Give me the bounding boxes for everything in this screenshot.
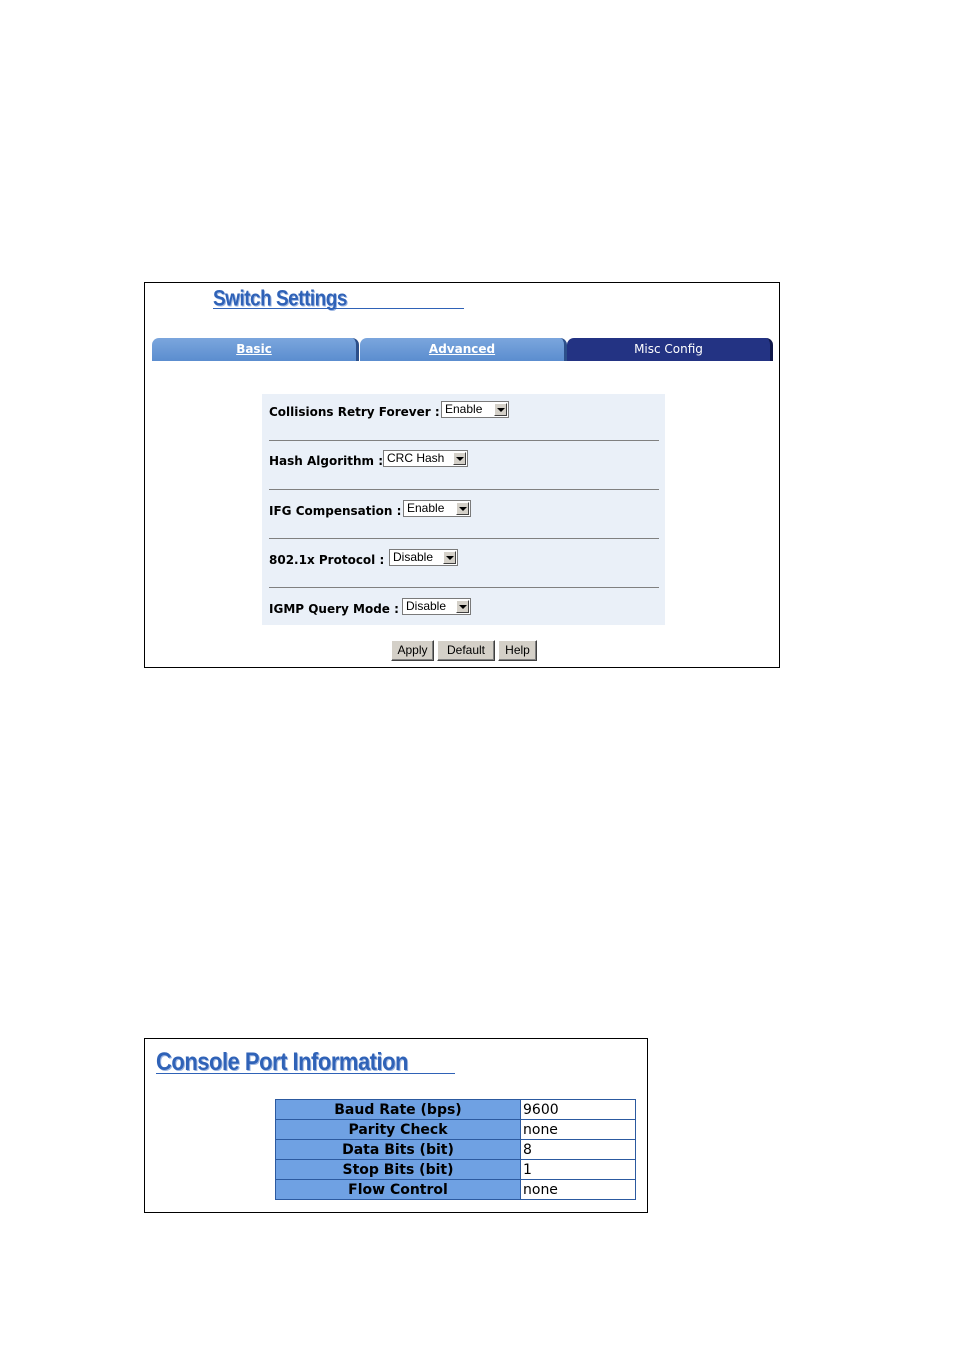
chevron-down-icon[interactable]: [443, 551, 456, 564]
switch-settings-panel: [144, 282, 780, 668]
flow-control-value: none: [521, 1180, 636, 1200]
default-button[interactable]: Default: [437, 640, 495, 661]
title-underline: [213, 308, 464, 309]
ifg-compensation-value: Enable: [407, 501, 445, 515]
stop-bits-value: 1: [521, 1160, 636, 1180]
console-port-panel: [144, 1038, 648, 1213]
collisions-retry-label: Collisions Retry Forever :: [269, 405, 440, 419]
row-divider: [269, 587, 659, 588]
baud-rate-value: 9600: [521, 1100, 636, 1120]
tab-bar: [152, 338, 772, 361]
collisions-retry-value: Enable: [445, 402, 483, 416]
8021x-protocol-label: 802.1x Protocol :: [269, 553, 385, 567]
console-port-table: [275, 1099, 636, 1200]
tab-advanced[interactable]: Advanced: [360, 338, 567, 361]
row-divider: [269, 538, 659, 539]
chevron-down-icon[interactable]: [494, 403, 507, 416]
chevron-down-icon[interactable]: [456, 600, 469, 613]
igmp-query-mode-value: Disable: [406, 599, 447, 613]
console-port-title: Console Port Information: [156, 1047, 408, 1076]
table-row: [276, 1100, 636, 1120]
ifg-compensation-select[interactable]: [403, 500, 471, 517]
parity-check-value: none: [521, 1120, 636, 1140]
flow-control-key: Flow Control: [276, 1180, 521, 1200]
row-divider: [269, 489, 659, 490]
table-row: [276, 1160, 636, 1180]
setting-row-ifg-compensation: [269, 492, 659, 541]
table-row: [276, 1180, 636, 1200]
setting-row-hash-algorithm: [269, 443, 659, 492]
setting-row-collisions-retry: [269, 394, 659, 443]
data-bits-value: 8: [521, 1140, 636, 1160]
parity-check-key: Parity Check: [276, 1120, 521, 1140]
hash-algorithm-label: Hash Algorithm :: [269, 454, 384, 468]
igmp-query-mode-label: IGMP Query Mode :: [269, 602, 399, 616]
table-row: [276, 1120, 636, 1140]
igmp-query-mode-select[interactable]: [402, 598, 471, 615]
setting-row-8021x-protocol: [269, 541, 659, 590]
hash-algorithm-select[interactable]: [383, 450, 468, 467]
table-row: [276, 1140, 636, 1160]
apply-button[interactable]: Apply: [391, 640, 434, 661]
8021x-protocol-select[interactable]: [389, 549, 458, 566]
title-underline: [156, 1073, 455, 1074]
chevron-down-icon[interactable]: [453, 452, 466, 465]
ifg-compensation-label: IFG Compensation :: [269, 504, 402, 518]
tab-basic[interactable]: Basic: [152, 338, 359, 361]
chevron-down-icon[interactable]: [456, 502, 469, 515]
tab-misc-config[interactable]: Misc Config: [567, 338, 773, 361]
baud-rate-key: Baud Rate (bps): [276, 1100, 521, 1120]
row-divider: [269, 440, 659, 441]
data-bits-key: Data Bits (bit): [276, 1140, 521, 1160]
hash-algorithm-value: CRC Hash: [387, 451, 445, 465]
help-button[interactable]: Help: [498, 640, 537, 661]
page-title: Switch Settings: [213, 287, 347, 312]
settings-form: [262, 394, 665, 625]
8021x-protocol-value: Disable: [393, 550, 434, 564]
setting-row-igmp-query-mode: [269, 590, 659, 639]
stop-bits-key: Stop Bits (bit): [276, 1160, 521, 1180]
collisions-retry-select[interactable]: [441, 401, 509, 418]
